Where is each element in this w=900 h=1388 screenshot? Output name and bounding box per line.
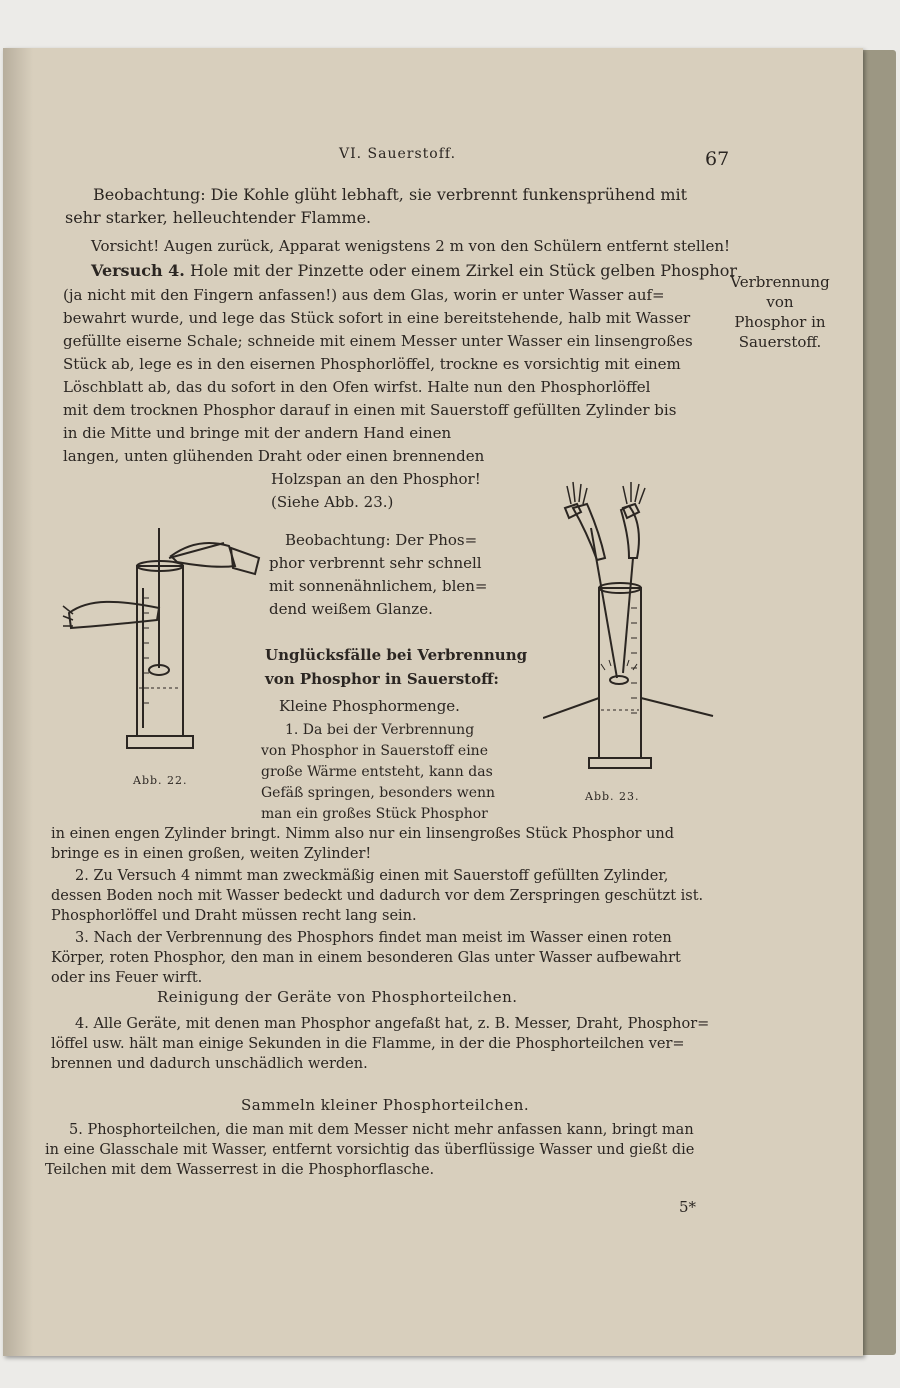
cylinder-base [127, 736, 193, 748]
paragraph-line: mit sonnenähnlichem, blen= [269, 577, 488, 595]
item-2-block: 2. Zu Versuch 4 nimmt man zweckmäßig einen mit Sauerstoff gefüllten Zylinder, dessen Boden noch mit Wasser bedeckt und dadurch vor dem Zerspringen geschützt ist. Phosphorlöffel und Draht müssen recht lang sein. [51, 868, 704, 924]
paragraph-line: Holzspan an den Phosphor! [271, 470, 481, 488]
figure-23-caption: Abb. 23. [585, 790, 640, 803]
versuch-label: Versuch 4. [91, 261, 185, 280]
item-1-block: 1. Da bei der Verbrennung von Phosphor in Sauerstoff eine große Wärme entsteht, kann das Gefäß springen, besonders wenn man ein großes Stück Phosphor [261, 722, 496, 822]
margin-note: Verbrennung von Phosphor in Sauerstoff. [730, 273, 830, 351]
cleaning-block: 4. Alle Geräte, mit denen man Phosphor angefaßt hat, z. B. Messer, Draht, Phosphor= löffel usw. hält man einige Sekunden in die Flamme, in der die Phosphorteilchen ver= brennen und dadurch unschädlich werden. [51, 1016, 710, 1072]
running-title: VI. Sauerstoff. [339, 146, 457, 162]
paragraph-line: gefüllte eiserne Schale; schneide mit einem Messer unter Wasser ein linsengroßes [63, 332, 693, 350]
paragraph-line: dend weißem Glanze. [269, 600, 433, 618]
section-heading: von Phosphor in Sauerstoff: [265, 670, 499, 688]
paragraph-line: (ja nicht mit den Fingern anfassen!) aus dem Glas, worin er unter Wasser auf= [63, 286, 665, 304]
page-number: 67 [705, 148, 730, 170]
section-heading: Unglücksfälle bei Verbrennung [265, 646, 528, 664]
paragraph-line: Stück ab, lege es in den eisernen Phosphorlöffel, trockne es vorsichtig mit einem [63, 355, 681, 373]
collecting-block: 5. Phosphorteilchen, die man mit dem Messer nicht mehr anfassen kann, bringt man in eine Glasschale mit Wasser, entfernt vorsichtig das überflüssige Wasser und gießt die Teilchen mit dem Wasserrest in die Phosphorflasche. [45, 1122, 695, 1178]
subheading: Kleine Phosphormenge. [279, 697, 460, 715]
left-hand-drawing [573, 504, 605, 560]
figure-22-caption: Abb. 22. [133, 774, 188, 787]
paragraph-line: Beobachtung: Die Kohle glüht lebhaft, sie verbrennt funkensprühend mit [93, 185, 688, 204]
paragraph-line: Versuch 4. Hole mit der Pinzette oder einem Zirkel ein Stück gelben Phosphor [91, 261, 737, 280]
item-1-cont: in einen engen Zylinder bringt. Nimm also nur ein linsengroßes Stück Phosphor und bringe es in einen großen, weiten Zylinder! [51, 826, 675, 862]
section-heading: Reinigung der Geräte von Phosphorteilchen. [157, 988, 518, 1006]
cylinder-base [589, 758, 651, 768]
left-hand-drawing [69, 602, 159, 628]
paragraph-line: in die Mitte und bringe mit der andern Hand einen [63, 424, 452, 442]
paragraph-line: sehr starker, helleuchtender Flamme. [65, 208, 372, 227]
figure-23-illustration [543, 448, 743, 778]
paragraph-line: Beobachtung: Der Phos= [285, 531, 478, 549]
item-3-block: 3. Nach der Verbrennung des Phosphors findet man meist im Wasser einen roten Körper, roten Phosphor, den man in einem besonderen Glas unter Wasser aufbewahrt oder ins Feuer wirft. [51, 930, 681, 986]
paragraph-line: bewahrt wurde, und lege das Stück sofort in eine bereitstehende, halb mit Wasser [63, 309, 691, 327]
paragraph-line: langen, unten glühenden Draht oder einen brennenden [63, 447, 485, 465]
paragraph-line: phor verbrennt sehr schnell [269, 554, 482, 572]
figure-22-illustration [59, 488, 269, 768]
paragraph-line: mit dem trocknen Phosphor darauf in einen mit Sauerstoff gefüllten Zylinder bis [63, 401, 677, 419]
book-page [3, 48, 863, 1356]
paragraph-line: (Siehe Abb. 23.) [271, 493, 394, 511]
section-heading: Sammeln kleiner Phosphorteilchen. [241, 1096, 530, 1114]
paragraph-line: Löschblatt ab, das du sofort in den Ofen wirfst. Halte nun den Phosphorlöffel [63, 378, 651, 396]
glowing-wire [623, 558, 633, 673]
warning-line: Vorsicht! Augen zurück, Apparat wenigstens 2 m von den Schülern entfernt stellen! [91, 237, 731, 255]
signature-mark: 5* [679, 1198, 697, 1216]
